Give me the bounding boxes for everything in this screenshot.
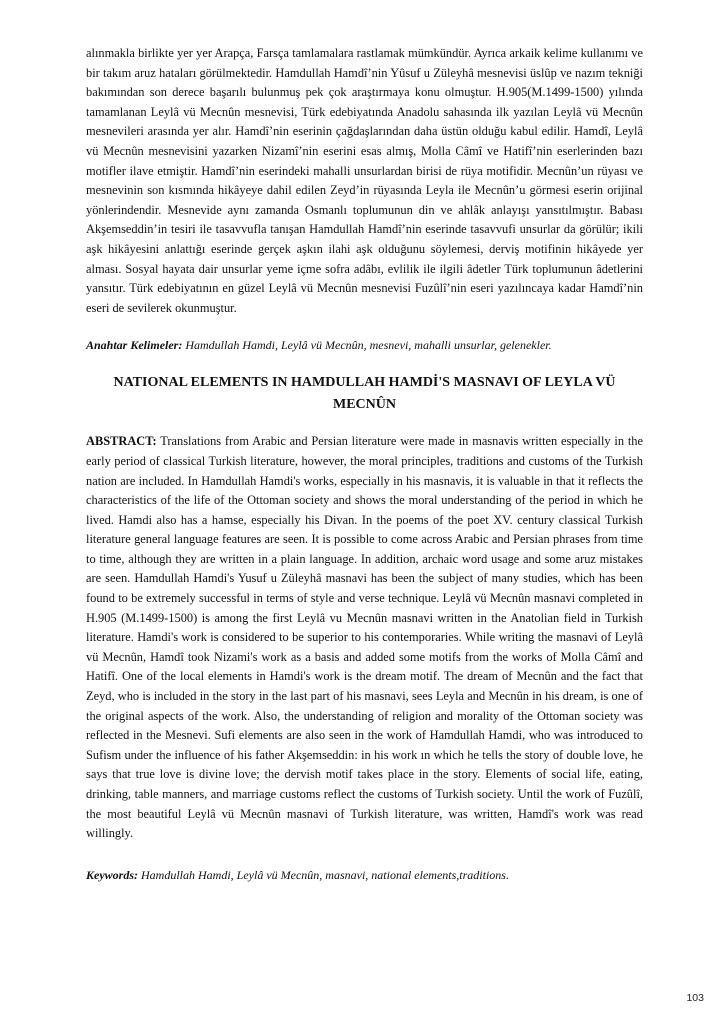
turkish-abstract-continuation: alınmakla birlikte yer yer Arapça, Farsça tamlamalara rastlamak mümkündür. Ayrıca arkaik kelime kullanımı ve bir takım aruz hataları görülmektedir. Hamdullah Hamdî’nin Yûsuf u Züleyhâ mesnevisi üslûp ve nazım tekniği bakımından son derece başarılı bulunmuş pek çok araştırmaya konu olmuştur. H.905(M.1499-1500) yılında tamamlanan Leylâ vü Mecnûn mesnevisi, Türk edebiyatında Anadolu sahasında ilk yazılan Leylâ vü Mecnûn mesnevileri arasında yer alır. Hamdî’nin eserinin çağdaşlarından daha üstün olduğu kabul edilir. Hamdî, Leylâ vü Mecnûn mesnevisini yazarken Nizamî’nin eserini esas almış, Molla Câmî ve Hatifî’nin eserlerinden bazı motifler ilave etmiştir. Hamdî’nin eserindeki mahalli unsurlardan birisi de rüya motifidir. Mecnûn’un rüyası ve mesnevinin son kısmında hikâyeye dahil edilen Zeyd’in rüyasında Leyla ile Mecnûn’u görmesi eserin orijinal yönlerindendir. Mesnevide aynı zamanda Osmanlı toplumunun din ve ahlâk anlayışı yansıtılmıştır. Babası Akşemseddin’in tesiri ile tasavvufla tanışan Hamdullah Hamdî’nin eserinde tasavvufi unsurlar da görülür; ikili aşk hikâyesini anlattığı eserinde gerçek aşkın ilahi aşk olduğunu söylemesi, derviş motifinin hikâyede yer alması. Sosyal hayata dair unsurlar yeme içme sofra adâbı, evlilik ile ilgili âdetler Türk toplumunun âdetlerini yansıtır. Türk edebiyatının en güzel Leylâ vü Mecnûn mesnevisi Fuzûlî’nin eseri yazılıncaya kadar Hamdî’nin eseri de sevilerek okunmuştur. bbox=[86, 46, 643, 315]
turkish-keywords-label: Anahtar Kelimeler: bbox=[86, 338, 183, 353]
abstract-text: Translations from Arabic and Persian literature were made in masnavis written especially in the early period of classical Turkish literature, however, the moral principles, traditions and customs of the Turkish nation are included. In Hamdullah Hamdi's works, especially in his masnavis, it is valuable in that it reflects the characteristics of the life of the Ottoman society and shows the moral understanding of the period in which he lived. Hamdi also has a hamse, especially his Divan. In the poems of the poet XV. century classical Turkish literature general language features are seen. It is possible to come across Arabic and Persian phrases from time to time, although they are written in a plain language. In addition, archaic word usage and some aruz mistakes are seen. Hamdullah Hamdi's Yusuf u Züleyhâ masnavi has been the subject of many studies, which has been found to be extremely successful in terms of style and verse technique. Leylâ vü Mecnûn masnavi completed in H.905 (M.1499-1500) is among the first Leylâ vu Mecnûn masnavi written in the Anatolian field in Turkish literature. Hamdi's work is considered to be superior to his contemporaries. While writing the masnavi of Leylâ vü Mecnûn, Hamdî took Nizami's work as a basis and added some motifs from the works of Molla Câmî and Hatifî. One of the local elements in Hamdi's work is the dream motif. The dream of Mecnûn and the fact that Zeyd, who is included in the story in the last part of his masnavi, sees Leyla and Mecnûn in his dream, is one of the original aspects of the work. Also, the understanding of religion and morality of the Ottoman society was reflected in the Mesnevi. Sufi elements are also seen in the work of Hamdullah Hamdi, who was introduced to Sufism under the influence of his father Akşemseddin: in his work ın which he tells the story of double love, he says that true love is divine love; the dervish motif takes place in the story. Elements of social life, eating, drinking, table manners, and marriage customs reflect the customs of Turkish society. Until the work of Fuzûlî, the most beautiful Leylâ vü Mecnûn masnavi of Turkish literature, was written, Hamdî's work was read willingly. bbox=[86, 434, 643, 841]
turkish-keywords-paragraph bbox=[86, 336, 643, 354]
english-keywords: Hamdullah Hamdi, Leylâ vü Mecnûn, masnavi, national elements,traditions. bbox=[138, 867, 509, 882]
english-keywords-paragraph bbox=[86, 866, 643, 884]
english-title bbox=[86, 372, 643, 416]
english-title-line2: MECNÛN bbox=[333, 397, 396, 413]
english-keywords-label: Keywords: bbox=[86, 867, 138, 882]
turkish-keywords: Hamdullah Hamdi, Leylâ vü Mecnûn, mesnevi, mahalli unsurlar, gelenekler. bbox=[182, 338, 552, 353]
page-number: 103 bbox=[686, 992, 704, 1004]
english-abstract bbox=[86, 432, 643, 843]
page-content bbox=[86, 44, 643, 884]
english-title-line1: NATIONAL ELEMENTS IN HAMDULLAH HAMDİ'S MASNAVI OF LEYLA VÜ bbox=[113, 375, 616, 391]
abstract-label: ABSTRACT: bbox=[86, 434, 157, 449]
